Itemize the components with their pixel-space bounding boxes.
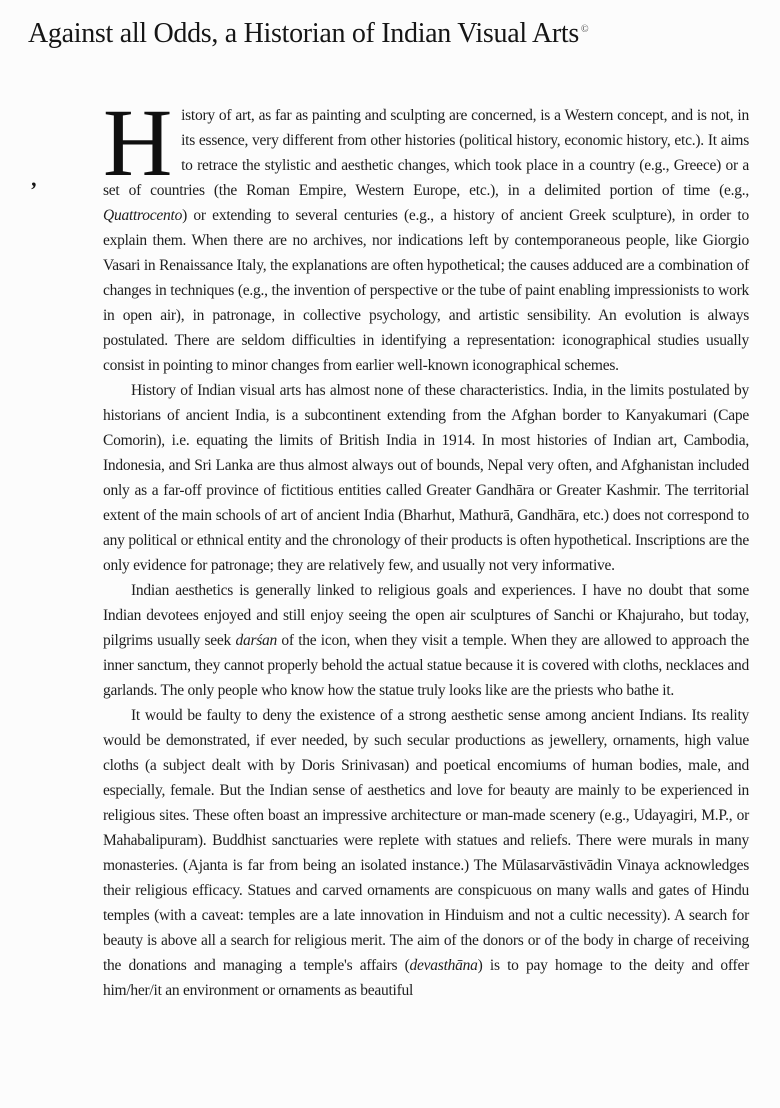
text-run: It would be faulty to deny the existence of a strong aesthetic sense among ancient Indians. Its reality would be demonstrated, if ever needed, by such secular productions as jewellery, ornaments, high value cloths (a subject dealt with by Doris Srinivasan) and poetical encomiums of human bodies, male, and especially, female. But the Indian sense of aesthetics and love for beauty are mainly to be experienced in religious sites. These often boast an impressive architecture or man-made scenery (e.g., Udayagiri, M.P., or Mahabalipuram). Buddhist sanctuaries were replete with statues and reliefs. There were murals in many monasteries. (Ajanta is far from being an isolated instance.) The Mūlasarvāstivādin Vinaya acknowledges their religious efficacy. Statues and carved ornaments are conspicuous on many walls and gates of Hindu temples (with a caveat: temples are a late innovation in Hinduism and not a cultic necessity). A search for beauty is above all a search for religious merit. The aim of the donors or of the body in charge of receiving the donations and managing a temple's affairs ( (103, 707, 749, 974)
paragraph (103, 378, 749, 578)
text-run: Indian aesthetics is generally linked to religious goals and experiences. I have no doubt that some Indian devotees enjoyed and still enjoy seeing the open air sculptures of Sanchi or Khajuraho, but today, pilgrims usually seek (103, 582, 749, 649)
drop-cap: H (103, 89, 173, 196)
italic-text: darśan (235, 632, 278, 649)
text-run: ) or extending to several centuries (e.g., a history of ancient Greek sculpture), in order to explain them. When there are no archives, nor indications left by contemporaneous people, like Giorgio Vasari in Renaissance Italy, the explanations are often hypothetical; the causes adduced are a combination of changes in techniques (e.g., the invention of perspective or the tube of paint enabling impressionists to work in open air), in patronage, in collective psychology, and artistic sensibility. An evolution is always postulated. There are seldom difficulties in identifying a representation: iconographical studies usually consist in pointing to minor changes from earlier well-known iconographical schemes. (103, 207, 749, 374)
page-title (28, 18, 588, 50)
paragraph (103, 89, 749, 378)
page-title-text: Against all Odds, a Historian of Indian Visual Arts (28, 18, 579, 49)
text-run: of the icon, when they visit a temple. When they are allowed to approach the inner sanctum, they cannot properly behold the actual statue because it is covered with cloths, necklaces and garlands. The only people who know how the statue truly looks like are the priests who bathe it. (103, 632, 749, 699)
italic-text: Quattrocento (103, 207, 183, 224)
paragraph (103, 703, 749, 1003)
article-body (103, 89, 750, 1003)
text-run: istory of art, as far as painting and sculpting are concerned, is a Western concept, and is not, in its essence, very different from other histories (political history, economic history, etc.). It aims to retrace the stylistic and aesthetic changes, which took place in a country (e.g., Greece) or a set of countries (the Roman Empire, Western Europe, etc.), in a delimited portion of time (e.g., (103, 107, 749, 199)
title-footnote-marker: © (581, 23, 589, 35)
margin-ink-mark: , (32, 166, 38, 191)
paragraph (103, 578, 749, 703)
text-run: ) is to pay homage to the deity and offer him/her/it an environment or ornaments as beautiful (103, 957, 750, 999)
italic-text: devasthāna (409, 957, 478, 974)
text-run: History of Indian visual arts has almost none of these characteristics. India, in the limits postulated by historians of ancient India, is a subcontinent extending from the Afghan border to Kanyakumari (Cape Comorin), i.e. equating the limits of British India in 1914. In most histories of Indian art, Cambodia, Indonesia, and Sri Lanka are thus almost always out of bounds, Nepal very often, and Afghanistan included only as a far-off province of fictitious entities called Greater Gandhāra or Greater Kashmir. The territorial extent of the main schools of art of ancient India (Bharhut, Mathurā, Gandhāra, etc.) does not correspond to any political or ethnical entity and the chronology of their products is often hypothetical. Inscriptions are the only evidence for patronage; they are relatively few, and usually not very informative. (103, 382, 749, 574)
